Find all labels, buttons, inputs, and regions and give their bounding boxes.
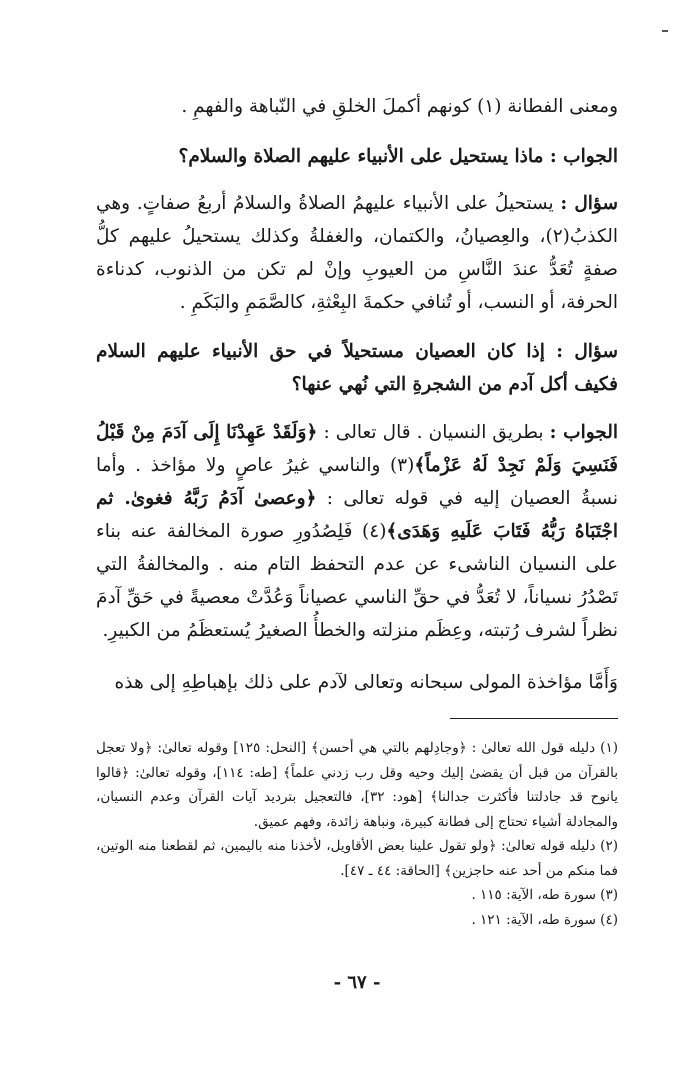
question-label: سؤال : (556, 341, 618, 362)
question-paragraph-2 (96, 335, 618, 401)
footnotes (96, 736, 618, 932)
intro-paragraph: ومعنى الفطانة (١) كونهم أكملَ الخلقِ في النّباهة والفهمِ . (181, 96, 618, 117)
footnote: (٤) سورة طه، الآية: ١٢١ . (471, 911, 618, 928)
question-label: سؤال : (560, 193, 618, 214)
continuation-paragraph: وَأَمَّا مؤاخذة المولى سبحانه وتعالى لآدم على ذلك بإهباطِهِ إلى هذه (114, 672, 618, 693)
question-text: يستحيلُ على الأنبياء عليهمُ الصلاةُ والسلامُ أربعُ صفاتٍ. وهي الكذبُ(٢)، والعِصيانُ، والكتمان، والغفلةُ وكذلك يستحيلُ عليهم كلُّ صفةٍ تُعَدُّ عندَ النَّاسِ من العيوبِ وإنْ لم تكن من الذنوب، كدناءة الحرفة، أو النسب، أو تُنافي حكمةَ البِعْثةِ، كالصَّمَمِ والبَكَمِ . (96, 193, 618, 313)
answer-question-text: ماذا يستحيل على الأنبياء عليهم الصلاة والسلام؟ (178, 146, 544, 167)
book-page (96, 0, 618, 1077)
answer-paragraph (96, 416, 618, 647)
answer-text: (٤) فَلِصُدُورِ صورة المخالفة عنه بناء على النسيان الناشىء عن عدم التحفظ التام منه . والمخالفةُ التي تَصْدُرُ نسياناً، لا تُعَدُّ في حقِّ الناسي عصياناً وَعُدَّتْ معصيةً في حَقِّ آدمَ نظراً لشرف رُتبته، وعِظَم منزلته والخطأُ الصغيرُ يُستعظَمُ من الكبيرِ. (96, 521, 618, 641)
page-number: - ٦٧ - (333, 972, 381, 993)
footnote-divider (450, 718, 618, 719)
quran-quote: ﴿وعصىٰ آدَمُ رَبَّهُ فغوىٰ. ثم اجْتَبَاهُ رَبُّهُ فَتَابَ عَلَيهِ وَهَدَى﴾ (96, 488, 618, 542)
corner-mark (662, 30, 668, 32)
footnote: (٣) سورة طه، الآية: ١١٥ . (471, 887, 618, 903)
answer-label: الجواب : (549, 422, 618, 443)
answer-text: بطريق النسيان . قال تعالى : (323, 422, 544, 443)
answer-text: (٣) والناسي غيرُ عاصٍ ولا مؤاخذ . وأما نسبةُ العصيان إليه في قوله تعالى : (96, 455, 618, 509)
question-paragraph-1 (96, 187, 618, 319)
answer-question-heading (96, 140, 618, 173)
quran-quote: ﴿وَلَقَدْ عَهِدْنَا إِلَى آدَمَ مِنْ قَبْلُ فَنَسِيَ وَلَمْ نَجِدْ لَهُ عَزْماً﴾ (96, 422, 618, 476)
footnote: (٢) دليله قوله تعالىٰ: ﴿ولو تقول علينا بعض الأقاويل، لأخذنا منه باليمين، ثم لقطعنا منه الوتين، فما منكم من أحد عنه حاجزين﴾ [الحاقة: ٤٤ ـ ٤٧]. (96, 838, 618, 879)
question-text: إذا كان العصيان مستحيلاً في حق الأنبياء عليهم السلام فكيف أكل آدم من الشجرةِ التي نُهي عنها؟ (96, 341, 618, 395)
footnote: (١) دليله قول الله تعالىٰ : ﴿وجادِلهم بالتي هي أحسن﴾ [النحل: ١٢٥] وقوله تعالىٰ: ﴿ولا تعجل بالقرآن من قبل أن يقضىٰ إليك وحيه وقل رب زدني علماً﴾ [طه: ١١٤]، وقوله تعالىٰ: ﴿قالوا يانوح قد جادلتنا فأكثرت جدالنا﴾ [هود: ٣٢]، فالتعجيل بترديد آيات القرآن وعدم النسيان، والمجادلة أشياء تحتاج إلى فطانة كبيرة، ونباهة زائدة، وفهم عميق. (96, 740, 618, 830)
answer-label: الجواب : (549, 146, 618, 167)
